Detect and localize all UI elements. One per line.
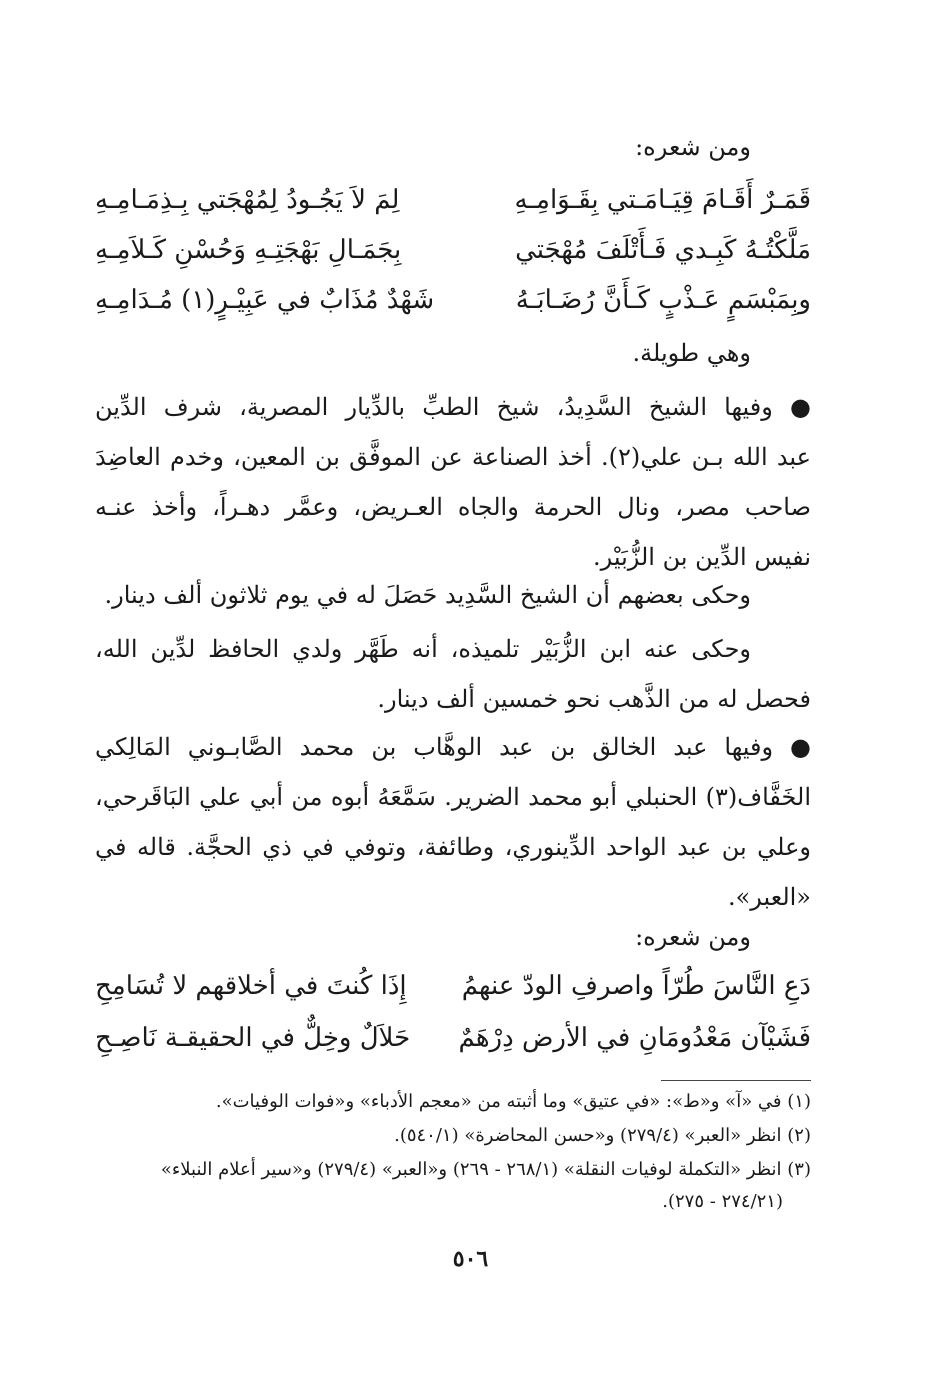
poem-verse-line — [95, 280, 811, 340]
biography-paragraph — [95, 722, 811, 922]
text-line: نفيس الدِّين بن الزُّبَيْر. — [592, 543, 811, 571]
poem-intro-heading: ومن شعره: — [635, 133, 751, 161]
footnote-separator — [661, 1080, 811, 1081]
text-line: فحصل له من الذَّهب نحو خمسين ألف دينار. — [377, 685, 811, 713]
verse-second-hemistich: شَهْدٌ مُذَابٌ في عَبِيْـرٍ(١) مُـدَامِـهِ — [95, 285, 435, 315]
text-line: «العبر». — [727, 883, 811, 911]
text-line: عبد الله بـن علي(٢). أخذ الصناعة عن الموفَّق بن المعين، وخدم العاضِدَ — [95, 443, 811, 471]
verse-first-hemistich: وبِمَبْسَمٍ عَـذْبٍ كَـأَنَّ رُضَـابَـهُ — [515, 285, 811, 315]
text-line: وحكى عنه ابن الزُّبَيْر تلميذه، أنه طَهَّر ولدي الحافظ لدِّين الله، — [95, 635, 751, 663]
poem-intro-heading: ومن شعره: — [635, 923, 751, 951]
poem-verse-line — [95, 1018, 811, 1078]
footnote: (٣) انظر «التكملة لوفيات النقلة» (٢٦٨/١ - ٢٦٩) و«العبر» (٢٧٩/٤) و«سير أعلام النبلاء» — [160, 1159, 811, 1180]
text-line: وعلي بن عبد الواحد الدِّينوري، وطائفة، وتوفي في ذي الحجَّة. قاله في — [95, 833, 811, 861]
note-line: وهي طويلة. — [632, 339, 751, 367]
text-line: ● وفيها الشيخ السَّدِيدُ، شيخ الطبِّ بالدِّيار المصرية، شرف الدِّين — [95, 393, 811, 421]
verse-first-hemistich: دَعِ النَّاسَ طُرّاً واصرفِ الودّ عنهمُ — [461, 971, 811, 1001]
verse-second-hemistich: لِمَ لاَ يَجُـودُ لِمُهْجَتي بِـذِمَـامِـهِ — [95, 185, 400, 215]
text-line: ● وفيها عبد الخالق بن عبد الوهَّاب بن محمد الصَّابـوني المَالِكي — [95, 733, 811, 761]
anecdote-paragraph — [95, 570, 811, 620]
verse-first-hemistich: مَلَّكْتُـهُ كَبِـدي فَـأَتْلَفَ مُهْجَتي — [515, 235, 811, 265]
verse-first-hemistich: قَمَـرٌ أَقَـامَ قِيَـامَـتي بِقَـوَامِـهِ — [514, 185, 811, 215]
verse-first-hemistich: فَشَيْآن مَعْدُومَانِ في الأرض دِرْهَمٌ — [458, 1023, 811, 1053]
footnote: (١) في «آ» و«ط»: «في عتيق» وما أثبته من «معجم الأدباء» و«فوات الوفيات». — [215, 1091, 811, 1112]
text-line: صاحب مصر، ونال الحرمة والجاه العـريض، وعمَّر دهـراً، وأخذ عنـه — [95, 493, 811, 521]
verse-second-hemistich: إِذَا كُنتَ في أخلاقهم لا تُسَامِحِ — [95, 971, 407, 1001]
poem-verse-line — [95, 966, 811, 1026]
text-line: الخَفَّاف(٣) الحنبلي أبو محمد الضرير. سَمَّعَهُ أبوه من أبي علي البَاقَرحي، — [95, 783, 811, 811]
biography-paragraph — [95, 382, 811, 582]
text-line: وحكى بعضهم أن الشيخ السَّدِيد حَصَلَ له في يوم ثلاثون ألف دينار. — [104, 581, 751, 609]
verse-second-hemistich: حَلاَلٌ وخِلٌّ في الحقيقـة نَاصِـحِ — [95, 1023, 411, 1053]
verse-second-hemistich: بِجَمَـالِ بَهْجَتِـهِ وَحُسْنِ كَـلاَمِـهِ — [95, 235, 402, 265]
footnote-continuation: (٢٧٤/٢١ - ٢٧٥). — [662, 1191, 783, 1212]
anecdote-paragraph — [95, 624, 811, 724]
page-number: ٥٠٦ — [452, 1246, 489, 1272]
footnote: (٢) انظر «العبر» (٢٧٩/٤) و«حسن المحاضرة» (٥٤٠/١). — [394, 1125, 811, 1146]
